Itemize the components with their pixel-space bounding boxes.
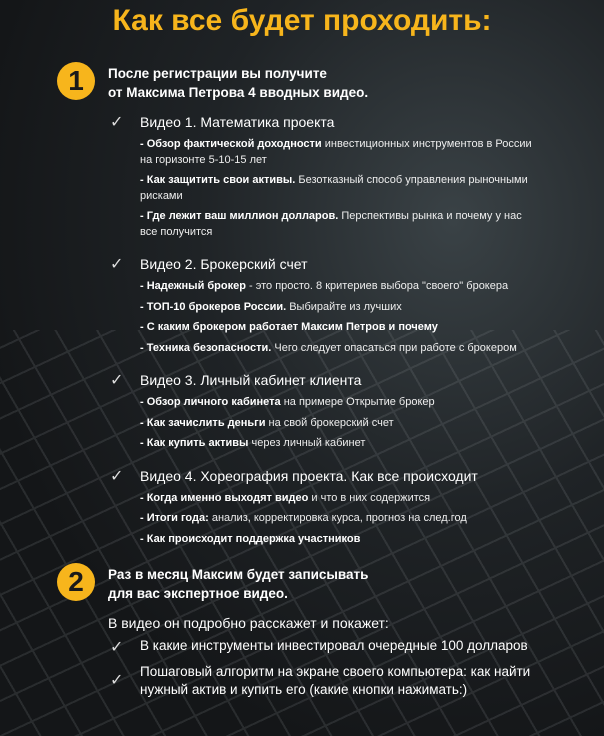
item-bold: - Обзор фактической доходности (140, 138, 322, 150)
content (0, 62, 604, 707)
video-block (0, 370, 604, 452)
video-title: Видео 3. Личный кабинет клиента (140, 372, 362, 388)
step1-heading (108, 62, 604, 102)
item-bold: - Обзор личного кабинета (140, 396, 281, 408)
step-number-badge: 1 (57, 62, 95, 100)
video-block (0, 254, 604, 356)
item-text: инвестиционных инструментов в России на горизонте 5-10-15 лет (140, 138, 532, 166)
heading-line: Раз в месяц Максим будет записывать (108, 567, 369, 582)
item-text: на свой брокерский счет (265, 416, 394, 429)
video-block (0, 112, 604, 240)
step-number-badge: 2 (57, 563, 95, 601)
checkmark-icon: ✓ (110, 672, 124, 689)
checkmark-icon: ✓ (110, 372, 124, 389)
item-bold: - Как купить активы (140, 437, 249, 449)
item-bold: - ТОП-10 брокеров России. (140, 300, 287, 313)
video-item (140, 532, 540, 548)
step1 (0, 62, 604, 102)
step2-item: Пошаговый алгоритм на экране своего компьютера: как найти нужный актив и купить его (какие кнопки нажимать:) (140, 664, 531, 697)
heading-line: от Максима Петрова 4 вводных видео. (108, 85, 369, 100)
item-text: на примере Открытие брокер (280, 396, 435, 408)
video-item (140, 320, 540, 336)
item-bold: - Как зачислить деньги (140, 416, 266, 429)
video-title: Видео 4. Хореография проекта. Как все происходит (140, 467, 478, 484)
video-item (140, 341, 540, 357)
video-item (140, 491, 540, 507)
step2-item: В какие инструменты инвестировал очередные 100 долларов (140, 638, 528, 653)
item-bold: - С каким брокером работает Максим Петров и почему (140, 321, 438, 333)
checkmark-icon: ✓ (110, 114, 124, 131)
item-text: Безотказный способ управления рыночными рисками (140, 174, 528, 202)
item-text: через личный кабинет (248, 437, 366, 449)
video-item (140, 416, 540, 432)
video-item (140, 173, 540, 204)
video-item (140, 395, 540, 411)
item-text: и что в них содержится (308, 491, 431, 504)
video-item (140, 137, 540, 168)
item-text: Чего следует опасаться при работе с брокером (271, 341, 517, 354)
video-item (140, 511, 540, 527)
heading-line: для вас экспертное видео. (108, 586, 288, 601)
checkmark-icon: ✓ (110, 467, 124, 485)
item-bold: - Надежный брокер (140, 280, 246, 292)
video-list (0, 112, 604, 547)
item-bold: - Как происходит поддержка участников (140, 532, 361, 545)
video-item (140, 279, 540, 295)
item-text: Перспективы рынка и почему у нас все получится (140, 210, 522, 238)
item-text: - это просто. 8 критериев выбора "своего" брокера (245, 280, 509, 292)
item-bold: - Где лежит ваш миллион долларов. (140, 210, 339, 222)
item-bold: - Итоги года: (140, 512, 209, 524)
step2-intro: В видео он подробно расскажет и покажет: (108, 615, 389, 631)
video-item (140, 209, 540, 240)
step2-item-row (0, 663, 604, 699)
step2-item-row (0, 637, 604, 655)
video-item (140, 436, 540, 452)
step2 (0, 563, 604, 603)
video-title: Видео 2. Брокерский счет (140, 256, 308, 272)
checkmark-icon: ✓ (110, 639, 124, 656)
page-title: Как все будет проходить: (112, 4, 492, 37)
video-title: Видео 1. Математика проекта (140, 114, 335, 130)
item-bold: - Как защитить свои активы. (140, 174, 296, 186)
checkmark-icon: ✓ (110, 256, 124, 273)
video-item (140, 300, 540, 316)
step2-heading (108, 563, 604, 603)
item-bold: - Техника безопасности. (140, 341, 272, 354)
item-bold: - Когда именно выходят видео (140, 491, 309, 504)
heading-line: После регистрации вы получите (108, 66, 327, 81)
video-block (0, 466, 604, 548)
item-text: анализ, корректировка курса, прогноз на след.год (208, 512, 467, 524)
item-text: Выбирайте из лучших (286, 300, 402, 313)
